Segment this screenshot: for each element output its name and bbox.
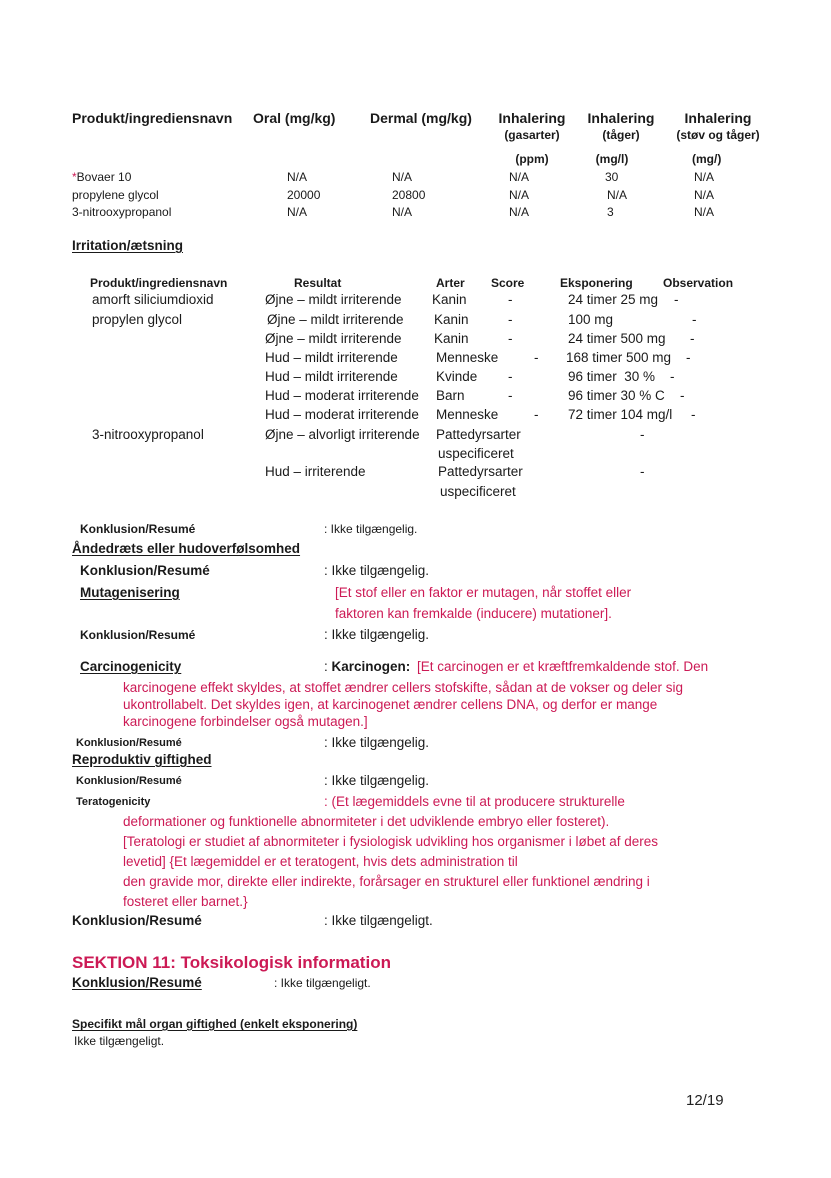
reproductive-heading: Reproduktiv giftighed	[72, 752, 212, 767]
cell-oral: N/A	[287, 205, 308, 219]
cell-result: Øjne – mildt irriterende	[265, 331, 402, 346]
cell-species: Menneske	[436, 407, 499, 422]
col-header-oral: Oral (mg/kg)	[253, 110, 336, 126]
section-title: SEKTION 11: Toksikologisk information	[72, 953, 391, 972]
teratogenicity-definition-line: : (Et lægemiddels evne til at producere strukturelle	[324, 794, 625, 809]
cell-species: Kanin	[432, 292, 467, 307]
page-number: 12/19	[686, 1092, 724, 1109]
cell-result: Hud – mildt irriterende	[265, 350, 398, 365]
cell-dermal: 20800	[392, 188, 426, 202]
col-header-product: Produkt/ingrediensnavn	[90, 276, 228, 290]
col-header-product: Produkt/ingrediensnavn	[72, 110, 233, 126]
cell-observation: -	[690, 331, 695, 346]
cell-inh-dust: N/A	[694, 170, 715, 184]
summary-label: Konklusion/Resumé	[80, 522, 196, 536]
summary-value: : Ikke tilgængelig.	[324, 773, 430, 788]
cell-observation: -	[640, 427, 645, 442]
cell-observation: -	[686, 350, 691, 365]
cell-inh-gas: N/A	[509, 170, 530, 184]
cell-observation: -	[692, 312, 697, 327]
cell-species: Pattedyrsarter	[436, 427, 521, 442]
summary-label: Konklusion/Resumé	[80, 628, 196, 642]
col-header-inh-vapor: Inhalering	[587, 110, 655, 126]
cell-oral: 20000	[287, 188, 321, 202]
cell-inh-vapor: 3	[607, 205, 614, 219]
cell-result: Øjne – mildt irriterende	[267, 312, 404, 327]
cell-observation: -	[640, 464, 645, 479]
cell-observation: -	[680, 388, 685, 403]
cell-species-qualifier: uspecificeret	[438, 446, 514, 461]
summary-value: : Ikke tilgængelig.	[324, 522, 418, 536]
cell-observation: -	[670, 369, 675, 384]
cell-score: -	[508, 388, 513, 403]
cell-exposure: 168 timer 500 mg	[566, 350, 672, 365]
col-header-inh-gas: Inhalering	[498, 110, 566, 126]
cell-score: -	[508, 292, 513, 307]
cell-product: 3-nitrooxypropanol	[92, 427, 204, 442]
cell-score: -	[508, 331, 513, 346]
col-unit-inh-gas: (ppm)	[515, 152, 549, 166]
mutagenicity-definition-line: [Et stof eller en faktor er mutagen, når stoffet eller	[335, 585, 632, 600]
summary-value: : Ikke tilgængeligt.	[274, 976, 371, 990]
summary-label: Konklusion/Resumé	[76, 775, 182, 787]
irritation-heading: Irritation/ætsning	[72, 238, 183, 253]
col-sub-inh-gas: (gasarter)	[504, 128, 560, 142]
teratogenicity-definition-line: den gravide mor, direkte eller indirekte, forårsager en strukturel eller funktionel ændring i	[123, 874, 650, 889]
cell-product: amorft siliciumdioxid	[92, 292, 214, 307]
cell-observation: -	[674, 292, 679, 307]
cell-species: Kanin	[434, 331, 469, 346]
product-name: Bovaer 10	[76, 170, 132, 184]
summary-value: : Ikke tilgængelig.	[324, 735, 430, 750]
carcinogenicity-definition-line: ukontrollabelt. Det skyldes igen, at karcinogenet ændrer cellens DNA, og derfor er mange	[123, 697, 658, 712]
teratogenicity-definition-line: deformationer og funktionelle abnormiteter i det udviklende embryo eller fosteret).	[123, 814, 610, 829]
teratogenicity-definition-line: [Teratologi er studiet af abnormiteter i fysiologisk udvikling hos organismer i løbet af deres	[123, 834, 659, 849]
col-header-inh-dust: Inhalering	[684, 110, 752, 126]
cell-result: Øjne – mildt irriterende	[265, 292, 402, 307]
cell-inh-gas: N/A	[509, 188, 530, 202]
cell-exposure: 100 mg	[568, 312, 614, 327]
cell-result: Øjne – alvorligt irriterende	[265, 427, 420, 442]
cell-exposure: 24 timer 500 mg	[568, 331, 666, 346]
cell-exposure: 96 timer 30 %	[568, 369, 656, 384]
summary-label: Konklusion/Resumé	[72, 913, 202, 928]
cell-species: Kanin	[434, 312, 469, 327]
carcinogen-label: Karcinogen:	[331, 659, 411, 674]
cell-species: Menneske	[436, 350, 499, 365]
carcinogenicity-definition-line: karcinogene forbindelser også mutagen.]	[123, 714, 368, 729]
col-header-observation: Observation	[663, 276, 734, 290]
summary-label: Konklusion/Resumé	[72, 975, 202, 990]
summary-value: : Ikke tilgængelig.	[324, 627, 430, 642]
col-sub-inh-dust: (støv og tåger)	[676, 128, 760, 142]
cell-score: -	[508, 312, 513, 327]
summary-label: Konklusion/Resumé	[80, 563, 210, 578]
cell-observation: -	[691, 407, 696, 422]
stot-heading: Specifikt mål organ giftighed (enkelt eksponering)	[72, 1017, 358, 1031]
col-unit-inh-vapor: (mg/l)	[595, 152, 629, 166]
sensitization-heading: Åndedræts eller hudoverfølsomhed	[72, 541, 301, 556]
cell-score: -	[534, 350, 539, 365]
cell-species: Kvinde	[436, 369, 478, 384]
cell-inh-vapor: N/A	[607, 188, 628, 202]
summary-value: : Ikke tilgængeligt.	[324, 913, 433, 928]
carcinogenicity-heading: Carcinogenicity	[80, 659, 182, 674]
cell-result: Hud – moderat irriterende	[265, 388, 419, 403]
cell-result: Hud – moderat irriterende	[265, 407, 419, 422]
cell-result: Hud – mildt irriterende	[265, 369, 398, 384]
cell-inh-dust: N/A	[694, 205, 715, 219]
product-name: 3-nitrooxypropanol	[72, 205, 172, 219]
col-header-result: Resultat	[294, 276, 342, 290]
mutagenicity-heading: Mutagenisering	[80, 585, 180, 600]
cell-score: -	[534, 407, 539, 422]
cell-product: propylen glycol	[92, 312, 183, 327]
col-header-dermal: Dermal (mg/kg)	[370, 110, 472, 126]
cell-exposure: 96 timer 30 % C	[568, 388, 665, 403]
cell-inh-vapor: 30	[605, 170, 619, 184]
teratogenicity-definition-line: levetid] {Et lægemiddel er et teratogent, hvis dets administration til	[123, 854, 518, 869]
cell-inh-dust: N/A	[694, 188, 715, 202]
col-header-score: Score	[491, 276, 525, 290]
cell-species: Pattedyrsarter	[438, 464, 523, 479]
carcinogenicity-prefix: :	[324, 659, 332, 674]
cell-species: Barn	[436, 388, 465, 403]
teratogenicity-heading: Teratogenicity	[76, 796, 151, 808]
cell-exposure: 72 timer 104 mg/l	[568, 407, 673, 422]
cell-oral: N/A	[287, 170, 308, 184]
cell-dermal: N/A	[392, 205, 413, 219]
col-sub-inh-vapor: (tåger)	[602, 128, 640, 142]
col-header-exposure: Eksponering	[560, 276, 633, 290]
cell-result: Hud – irriterende	[265, 464, 366, 479]
col-header-species: Arter	[436, 276, 465, 290]
cell-dermal: N/A	[392, 170, 413, 184]
summary-value: : Ikke tilgængelig.	[324, 563, 430, 578]
product-name: propylene glycol	[72, 188, 159, 202]
teratogenicity-definition-line: fosteret eller barnet.}	[123, 894, 248, 909]
cell-species-qualifier: uspecificeret	[440, 484, 516, 499]
col-unit-inh-dust: (mg/)	[692, 152, 722, 166]
mutagenicity-definition-line: faktoren kan fremkalde (inducere) mutationer].	[335, 606, 612, 621]
asterisk-marker: *	[72, 170, 77, 184]
cell-exposure: 24 timer 25 mg	[568, 292, 659, 307]
cell-score: -	[508, 369, 513, 384]
carcinogenicity-definition-line: karcinogene effekt skyldes, at stoffet ændrer cellers stofskifte, sådan at de vokser og deler sig	[123, 680, 684, 695]
carcinogenicity-definition-line: [Et carcinogen er et kræftfremkaldende stof. Den	[417, 659, 709, 674]
summary-label: Konklusion/Resumé	[76, 737, 182, 749]
cell-inh-gas: N/A	[509, 205, 530, 219]
stot-value: Ikke tilgængeligt.	[74, 1034, 165, 1048]
